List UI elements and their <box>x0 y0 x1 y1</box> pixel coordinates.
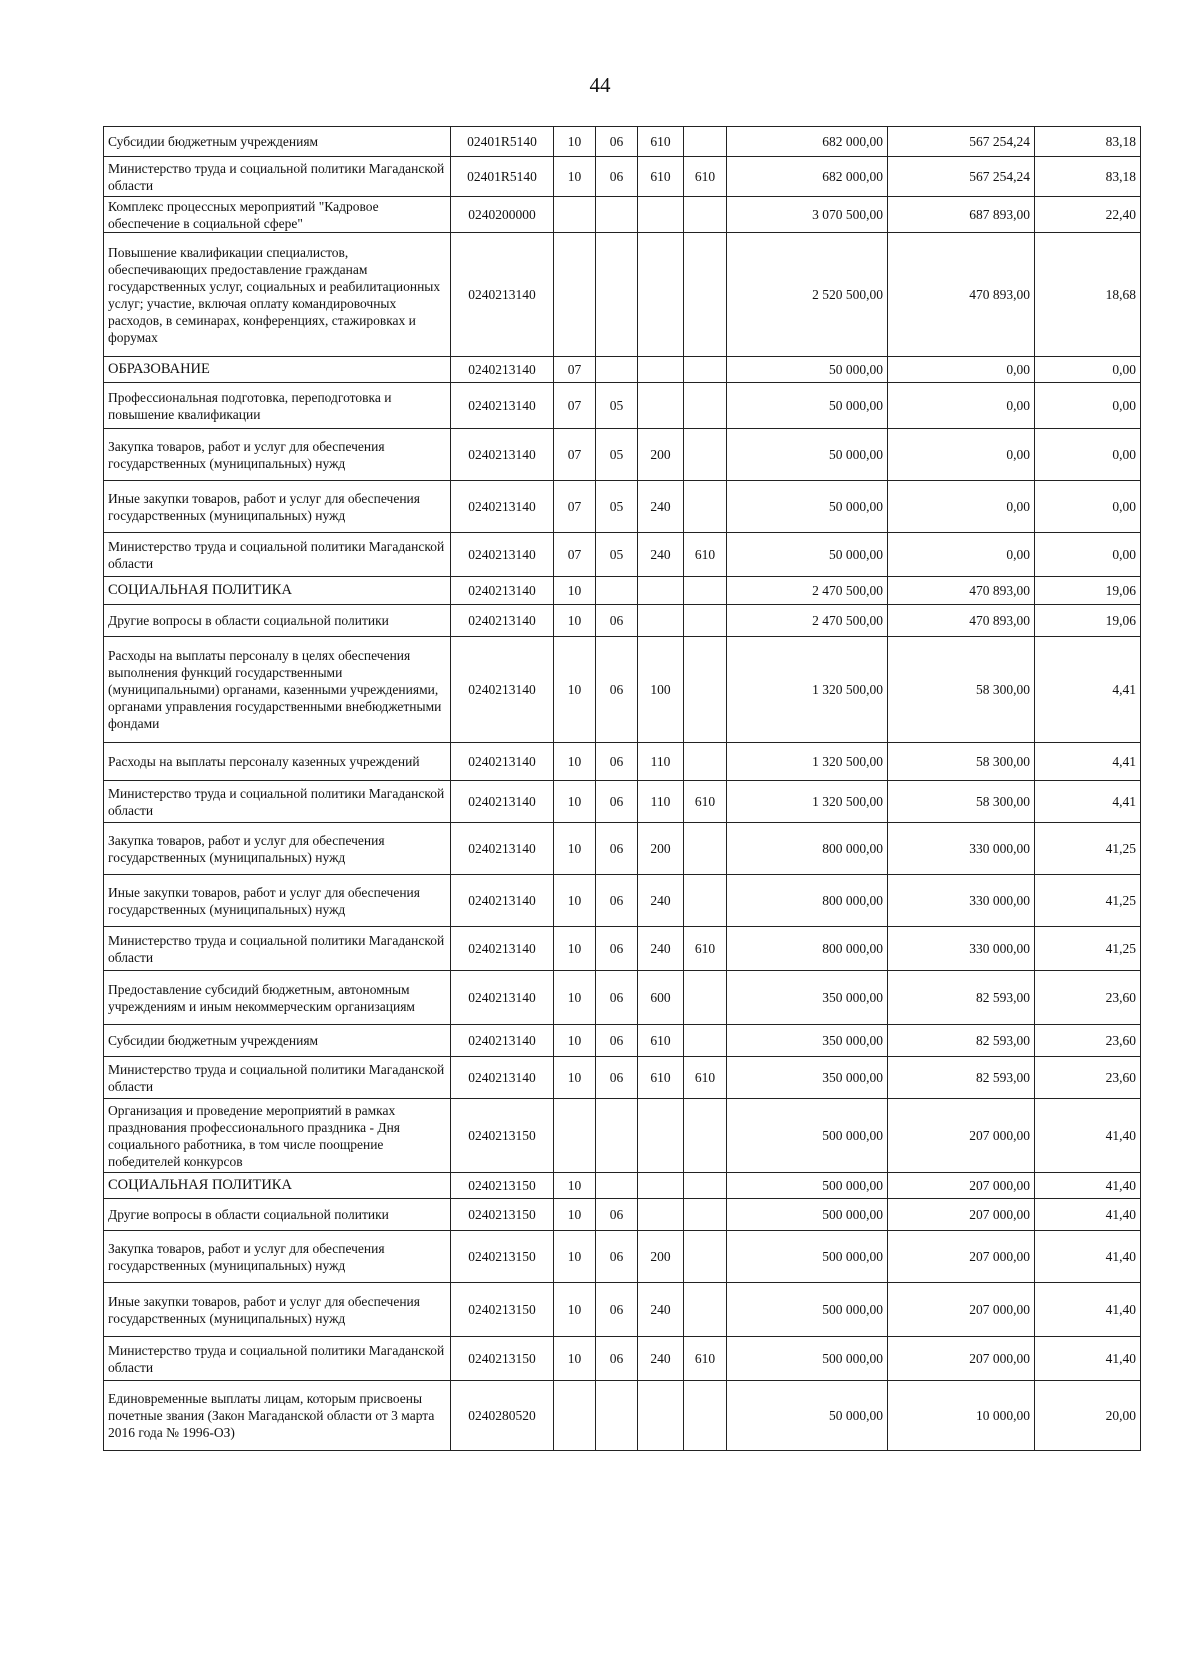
row-percent: 19,06 <box>1035 605 1141 637</box>
table-row <box>104 927 1141 971</box>
row-subsection-code: 06 <box>596 1283 638 1337</box>
row-target-code: 0240200000 <box>451 197 554 233</box>
row-expense-type: 240 <box>638 1283 684 1337</box>
row-percent: 83,18 <box>1035 127 1141 157</box>
row-executed-amount: 330 000,00 <box>888 927 1035 971</box>
row-name: Закупка товаров, работ и услуг для обеспечения государственных (муниципальных) нужд <box>104 429 451 481</box>
row-name: Министерство труда и социальной политики Магаданской области <box>104 533 451 577</box>
row-section-code: 10 <box>554 1173 596 1199</box>
table-row <box>104 1337 1141 1381</box>
row-expense-type <box>638 605 684 637</box>
row-executed-amount: 470 893,00 <box>888 605 1035 637</box>
row-subsection-code: 05 <box>596 533 638 577</box>
row-target-code: 0240213140 <box>451 605 554 637</box>
row-admin-code <box>684 127 727 157</box>
row-section-code: 10 <box>554 1057 596 1099</box>
row-expense-type: 240 <box>638 927 684 971</box>
row-admin-code <box>684 197 727 233</box>
table-row <box>104 357 1141 383</box>
row-percent: 41,40 <box>1035 1199 1141 1231</box>
row-name: ОБРАЗОВАНИЕ <box>104 357 451 383</box>
row-target-code: 0240213140 <box>451 383 554 429</box>
row-expense-type: 600 <box>638 971 684 1025</box>
row-subsection-code: 06 <box>596 1025 638 1057</box>
row-planned-amount: 3 070 500,00 <box>727 197 888 233</box>
table-row <box>104 743 1141 781</box>
row-subsection-code <box>596 1381 638 1451</box>
row-executed-amount: 470 893,00 <box>888 233 1035 357</box>
row-target-code: 0240213140 <box>451 637 554 743</box>
row-section-code: 10 <box>554 1199 596 1231</box>
row-planned-amount: 2 520 500,00 <box>727 233 888 357</box>
row-planned-amount: 800 000,00 <box>727 823 888 875</box>
table-row <box>104 1173 1141 1199</box>
row-name: Расходы на выплаты персоналу казенных учреждений <box>104 743 451 781</box>
row-section-code <box>554 1099 596 1173</box>
table-row <box>104 481 1141 533</box>
row-expense-type <box>638 357 684 383</box>
row-percent: 23,60 <box>1035 971 1141 1025</box>
row-executed-amount: 207 000,00 <box>888 1231 1035 1283</box>
row-subsection-code: 06 <box>596 1199 638 1231</box>
row-subsection-code <box>596 357 638 383</box>
row-subsection-code: 05 <box>596 429 638 481</box>
row-admin-code <box>684 1231 727 1283</box>
table-row <box>104 127 1141 157</box>
row-expense-type: 110 <box>638 781 684 823</box>
table-row <box>104 1057 1141 1099</box>
row-executed-amount: 0,00 <box>888 533 1035 577</box>
row-admin-code <box>684 637 727 743</box>
row-target-code: 02401R5140 <box>451 157 554 197</box>
row-target-code: 0240280520 <box>451 1381 554 1451</box>
row-admin-code <box>684 357 727 383</box>
row-section-code: 10 <box>554 1337 596 1381</box>
row-planned-amount: 2 470 500,00 <box>727 577 888 605</box>
row-subsection-code: 06 <box>596 1337 638 1381</box>
row-planned-amount: 500 000,00 <box>727 1283 888 1337</box>
row-expense-type: 200 <box>638 429 684 481</box>
row-section-code: 10 <box>554 577 596 605</box>
row-admin-code <box>684 577 727 605</box>
row-executed-amount: 567 254,24 <box>888 157 1035 197</box>
row-planned-amount: 350 000,00 <box>727 1025 888 1057</box>
row-expense-type: 100 <box>638 637 684 743</box>
row-section-code: 10 <box>554 1283 596 1337</box>
row-percent: 20,00 <box>1035 1381 1141 1451</box>
row-name: Министерство труда и социальной политики Магаданской области <box>104 781 451 823</box>
row-subsection-code: 06 <box>596 1057 638 1099</box>
row-executed-amount: 470 893,00 <box>888 577 1035 605</box>
row-subsection-code <box>596 197 638 233</box>
row-name: Расходы на выплаты персоналу в целях обеспечения выполнения функций государственными (муниципальными) органами, казенными учреждениями, органами управления государственными внебюджетными фондами <box>104 637 451 743</box>
row-executed-amount: 0,00 <box>888 383 1035 429</box>
row-target-code: 0240213140 <box>451 875 554 927</box>
row-percent: 83,18 <box>1035 157 1141 197</box>
row-section-code: 07 <box>554 383 596 429</box>
row-executed-amount: 330 000,00 <box>888 823 1035 875</box>
row-section-code: 10 <box>554 605 596 637</box>
row-percent: 41,25 <box>1035 875 1141 927</box>
row-admin-code <box>684 1099 727 1173</box>
row-executed-amount: 0,00 <box>888 357 1035 383</box>
row-admin-code <box>684 1283 727 1337</box>
row-executed-amount: 0,00 <box>888 481 1035 533</box>
row-section-code: 10 <box>554 781 596 823</box>
row-planned-amount: 1 320 500,00 <box>727 637 888 743</box>
row-name: Иные закупки товаров, работ и услуг для обеспечения государственных (муниципальных) нужд <box>104 481 451 533</box>
row-planned-amount: 682 000,00 <box>727 127 888 157</box>
row-percent: 41,40 <box>1035 1099 1141 1173</box>
row-target-code: 02401R5140 <box>451 127 554 157</box>
row-planned-amount: 350 000,00 <box>727 1057 888 1099</box>
row-admin-code: 610 <box>684 157 727 197</box>
row-planned-amount: 682 000,00 <box>727 157 888 197</box>
row-expense-type <box>638 233 684 357</box>
row-section-code: 10 <box>554 875 596 927</box>
row-planned-amount: 50 000,00 <box>727 383 888 429</box>
row-planned-amount: 500 000,00 <box>727 1231 888 1283</box>
row-section-code: 10 <box>554 157 596 197</box>
row-name: Организация и проведение мероприятий в рамках празднования профессионального праздника - Дня социального работника, в том числе поощрение победителей конкурсов <box>104 1099 451 1173</box>
row-expense-type: 200 <box>638 823 684 875</box>
row-admin-code: 610 <box>684 1057 727 1099</box>
budget-table <box>103 126 1141 1451</box>
row-planned-amount: 50 000,00 <box>727 357 888 383</box>
row-planned-amount: 500 000,00 <box>727 1099 888 1173</box>
row-target-code: 0240213140 <box>451 533 554 577</box>
row-expense-type <box>638 383 684 429</box>
table-body <box>104 127 1141 1451</box>
row-executed-amount: 58 300,00 <box>888 743 1035 781</box>
row-target-code: 0240213140 <box>451 971 554 1025</box>
row-section-code: 07 <box>554 533 596 577</box>
table-row <box>104 233 1141 357</box>
row-target-code: 0240213140 <box>451 781 554 823</box>
row-target-code: 0240213150 <box>451 1231 554 1283</box>
row-name: Закупка товаров, работ и услуг для обеспечения государственных (муниципальных) нужд <box>104 823 451 875</box>
row-executed-amount: 82 593,00 <box>888 1025 1035 1057</box>
row-expense-type: 240 <box>638 533 684 577</box>
row-section-code: 10 <box>554 127 596 157</box>
row-section-code: 07 <box>554 481 596 533</box>
row-name: Министерство труда и социальной политики Магаданской области <box>104 927 451 971</box>
row-admin-code <box>684 1381 727 1451</box>
table-row <box>104 1099 1141 1173</box>
row-target-code: 0240213140 <box>451 357 554 383</box>
row-executed-amount: 567 254,24 <box>888 127 1035 157</box>
row-percent: 4,41 <box>1035 781 1141 823</box>
row-admin-code <box>684 429 727 481</box>
row-section-code: 10 <box>554 927 596 971</box>
row-target-code: 0240213150 <box>451 1099 554 1173</box>
row-target-code: 0240213140 <box>451 927 554 971</box>
row-expense-type: 240 <box>638 1337 684 1381</box>
row-planned-amount: 500 000,00 <box>727 1337 888 1381</box>
row-subsection-code <box>596 577 638 605</box>
row-admin-code <box>684 875 727 927</box>
row-percent: 18,68 <box>1035 233 1141 357</box>
row-subsection-code: 06 <box>596 823 638 875</box>
row-expense-type: 610 <box>638 1057 684 1099</box>
row-name: Предоставление субсидий бюджетным, автономным учреждениям и иным некоммерческим организациям <box>104 971 451 1025</box>
row-percent: 23,60 <box>1035 1057 1141 1099</box>
row-expense-type: 240 <box>638 481 684 533</box>
table-row <box>104 875 1141 927</box>
row-percent: 41,40 <box>1035 1173 1141 1199</box>
row-subsection-code: 06 <box>596 875 638 927</box>
row-admin-code <box>684 605 727 637</box>
row-percent: 41,25 <box>1035 927 1141 971</box>
row-name: Иные закупки товаров, работ и услуг для обеспечения государственных (муниципальных) нужд <box>104 875 451 927</box>
row-subsection-code: 06 <box>596 971 638 1025</box>
row-expense-type: 610 <box>638 157 684 197</box>
row-target-code: 0240213140 <box>451 233 554 357</box>
row-percent: 23,60 <box>1035 1025 1141 1057</box>
row-admin-code <box>684 1173 727 1199</box>
row-target-code: 0240213150 <box>451 1173 554 1199</box>
row-name: СОЦИАЛЬНАЯ ПОЛИТИКА <box>104 577 451 605</box>
row-name: Министерство труда и социальной политики Магаданской области <box>104 1337 451 1381</box>
row-section-code: 10 <box>554 743 596 781</box>
row-name: Субсидии бюджетным учреждениям <box>104 1025 451 1057</box>
row-section-code: 10 <box>554 637 596 743</box>
table-row <box>104 971 1141 1025</box>
row-percent: 0,00 <box>1035 429 1141 481</box>
row-admin-code: 610 <box>684 781 727 823</box>
row-subsection-code: 06 <box>596 1231 638 1283</box>
row-target-code: 0240213150 <box>451 1337 554 1381</box>
row-admin-code <box>684 823 727 875</box>
row-target-code: 0240213140 <box>451 1025 554 1057</box>
row-planned-amount: 50 000,00 <box>727 481 888 533</box>
row-percent: 0,00 <box>1035 357 1141 383</box>
row-executed-amount: 0,00 <box>888 429 1035 481</box>
row-planned-amount: 1 320 500,00 <box>727 743 888 781</box>
row-name: Комплекс процессных мероприятий "Кадровое обеспечение в социальной сфере" <box>104 197 451 233</box>
row-percent: 22,40 <box>1035 197 1141 233</box>
table-row <box>104 605 1141 637</box>
row-name: Министерство труда и социальной политики Магаданской области <box>104 157 451 197</box>
row-planned-amount: 350 000,00 <box>727 971 888 1025</box>
row-section-code: 10 <box>554 971 596 1025</box>
row-name: Закупка товаров, работ и услуг для обеспечения государственных (муниципальных) нужд <box>104 1231 451 1283</box>
row-percent: 0,00 <box>1035 533 1141 577</box>
row-target-code: 0240213150 <box>451 1283 554 1337</box>
row-expense-type: 240 <box>638 875 684 927</box>
table-row <box>104 823 1141 875</box>
row-percent: 41,25 <box>1035 823 1141 875</box>
row-section-code: 10 <box>554 823 596 875</box>
table-row <box>104 781 1141 823</box>
row-planned-amount: 2 470 500,00 <box>727 605 888 637</box>
row-subsection-code: 06 <box>596 127 638 157</box>
row-expense-type <box>638 577 684 605</box>
row-expense-type: 610 <box>638 127 684 157</box>
row-planned-amount: 50 000,00 <box>727 429 888 481</box>
row-target-code: 0240213140 <box>451 743 554 781</box>
row-name: Министерство труда и социальной политики Магаданской области <box>104 1057 451 1099</box>
row-admin-code: 610 <box>684 1337 727 1381</box>
row-expense-type <box>638 1199 684 1231</box>
row-admin-code <box>684 481 727 533</box>
table-row <box>104 157 1141 197</box>
row-section-code <box>554 233 596 357</box>
row-subsection-code: 06 <box>596 605 638 637</box>
row-expense-type: 110 <box>638 743 684 781</box>
row-subsection-code <box>596 1099 638 1173</box>
table-row <box>104 1025 1141 1057</box>
row-planned-amount: 800 000,00 <box>727 927 888 971</box>
row-executed-amount: 207 000,00 <box>888 1337 1035 1381</box>
row-subsection-code: 06 <box>596 157 638 197</box>
row-executed-amount: 687 893,00 <box>888 197 1035 233</box>
row-percent: 41,40 <box>1035 1337 1141 1381</box>
row-section-code: 10 <box>554 1231 596 1283</box>
row-subsection-code: 06 <box>596 637 638 743</box>
row-section-code: 07 <box>554 357 596 383</box>
row-admin-code <box>684 383 727 429</box>
row-name: Единовременные выплаты лицам, которым присвоены почетные звания (Закон Магаданской области от 3 марта 2016 года № 1996-ОЗ) <box>104 1381 451 1451</box>
table-row <box>104 577 1141 605</box>
row-subsection-code: 05 <box>596 481 638 533</box>
row-admin-code: 610 <box>684 927 727 971</box>
row-target-code: 0240213150 <box>451 1199 554 1231</box>
row-target-code: 0240213140 <box>451 577 554 605</box>
row-executed-amount: 330 000,00 <box>888 875 1035 927</box>
row-planned-amount: 800 000,00 <box>727 875 888 927</box>
table-row <box>104 1381 1141 1451</box>
row-admin-code <box>684 743 727 781</box>
row-name: Иные закупки товаров, работ и услуг для обеспечения государственных (муниципальных) нужд <box>104 1283 451 1337</box>
row-target-code: 0240213140 <box>451 823 554 875</box>
row-section-code <box>554 1381 596 1451</box>
table-row <box>104 429 1141 481</box>
row-expense-type <box>638 1173 684 1199</box>
row-executed-amount: 207 000,00 <box>888 1173 1035 1199</box>
row-admin-code <box>684 1199 727 1231</box>
table-row <box>104 1283 1141 1337</box>
row-percent: 41,40 <box>1035 1283 1141 1337</box>
row-subsection-code: 06 <box>596 927 638 971</box>
row-expense-type: 200 <box>638 1231 684 1283</box>
row-expense-type <box>638 1381 684 1451</box>
row-admin-code <box>684 1025 727 1057</box>
row-executed-amount: 58 300,00 <box>888 781 1035 823</box>
page-number: 44 <box>589 73 611 97</box>
row-percent: 19,06 <box>1035 577 1141 605</box>
row-section-code: 07 <box>554 429 596 481</box>
row-percent: 4,41 <box>1035 637 1141 743</box>
row-executed-amount: 82 593,00 <box>888 971 1035 1025</box>
row-percent: 0,00 <box>1035 481 1141 533</box>
table-row <box>104 637 1141 743</box>
row-target-code: 0240213140 <box>451 1057 554 1099</box>
row-name: Повышение квалификации специалистов, обеспечивающих предоставление гражданам государственных услуг, социальных и реабилитационных услуг; участие, включая оплату командировочных расходов, в семинарах, конференциях, стажировках и форумах <box>104 233 451 357</box>
row-expense-type <box>638 1099 684 1173</box>
row-executed-amount: 10 000,00 <box>888 1381 1035 1451</box>
row-name: Субсидии бюджетным учреждениям <box>104 127 451 157</box>
row-executed-amount: 82 593,00 <box>888 1057 1035 1099</box>
row-executed-amount: 207 000,00 <box>888 1199 1035 1231</box>
table-row <box>104 1199 1141 1231</box>
row-planned-amount: 50 000,00 <box>727 533 888 577</box>
row-name: Другие вопросы в области социальной политики <box>104 605 451 637</box>
row-planned-amount: 1 320 500,00 <box>727 781 888 823</box>
row-planned-amount: 500 000,00 <box>727 1173 888 1199</box>
row-admin-code <box>684 233 727 357</box>
row-planned-amount: 500 000,00 <box>727 1199 888 1231</box>
row-admin-code: 610 <box>684 533 727 577</box>
row-subsection-code <box>596 1173 638 1199</box>
row-name: СОЦИАЛЬНАЯ ПОЛИТИКА <box>104 1173 451 1199</box>
row-name: Другие вопросы в области социальной политики <box>104 1199 451 1231</box>
row-executed-amount: 207 000,00 <box>888 1099 1035 1173</box>
row-executed-amount: 58 300,00 <box>888 637 1035 743</box>
row-executed-amount: 207 000,00 <box>888 1283 1035 1337</box>
row-section-code <box>554 197 596 233</box>
row-name: Профессиональная подготовка, переподготовка и повышение квалификации <box>104 383 451 429</box>
table-row <box>104 533 1141 577</box>
table-row <box>104 197 1141 233</box>
table-row <box>104 383 1141 429</box>
row-percent: 0,00 <box>1035 383 1141 429</box>
row-subsection-code <box>596 233 638 357</box>
row-subsection-code: 05 <box>596 383 638 429</box>
row-planned-amount: 50 000,00 <box>727 1381 888 1451</box>
table-row <box>104 1231 1141 1283</box>
row-target-code: 0240213140 <box>451 429 554 481</box>
row-expense-type <box>638 197 684 233</box>
row-subsection-code: 06 <box>596 781 638 823</box>
row-subsection-code: 06 <box>596 743 638 781</box>
row-percent: 41,40 <box>1035 1231 1141 1283</box>
row-target-code: 0240213140 <box>451 481 554 533</box>
row-section-code: 10 <box>554 1025 596 1057</box>
row-admin-code <box>684 971 727 1025</box>
row-percent: 4,41 <box>1035 743 1141 781</box>
row-expense-type: 610 <box>638 1025 684 1057</box>
